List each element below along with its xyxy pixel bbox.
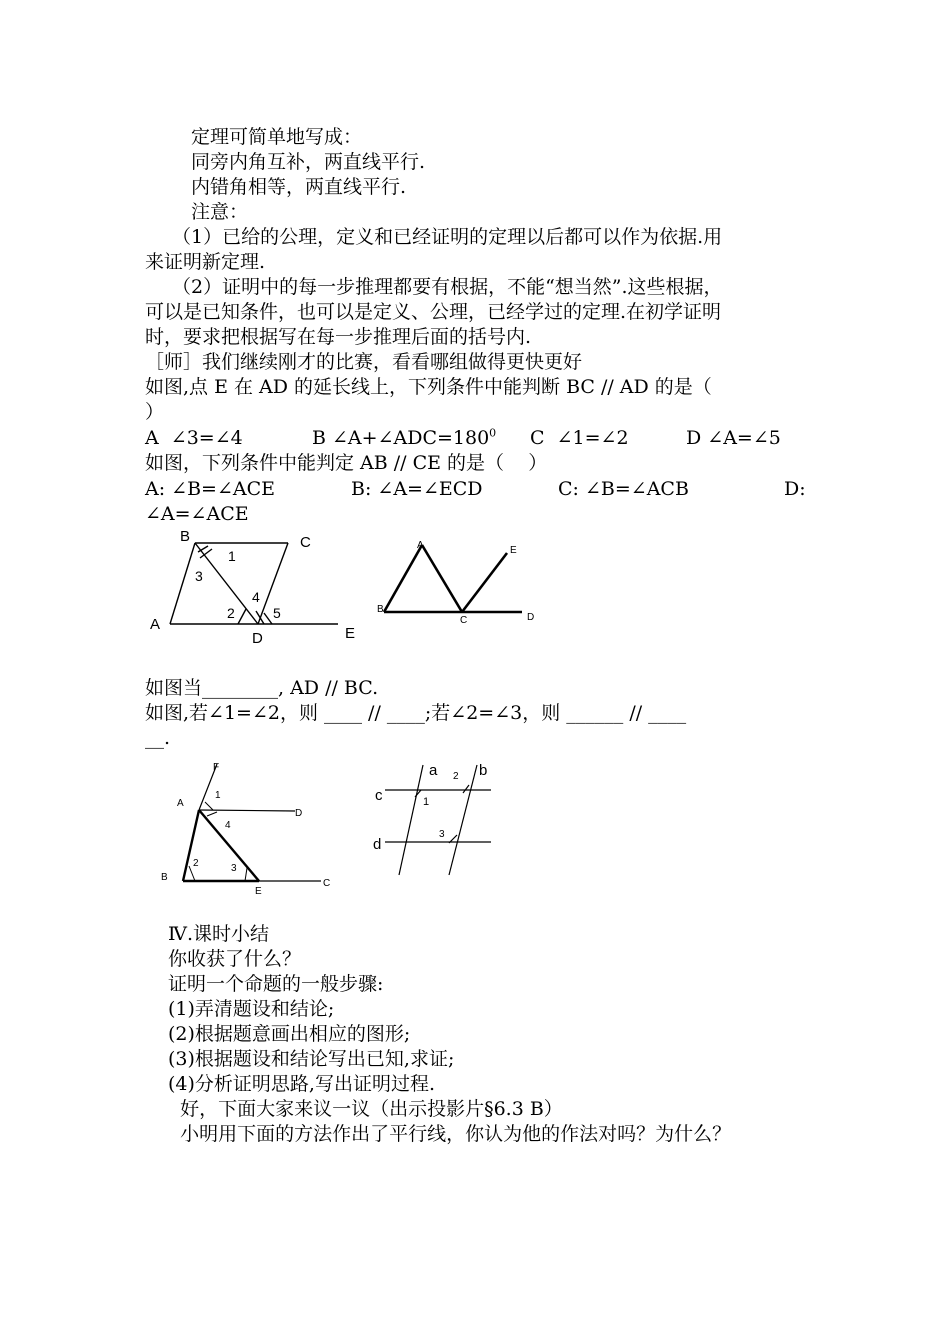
label-F: F: [213, 762, 220, 773]
label-d: d: [373, 836, 382, 853]
label-D: D: [252, 630, 263, 647]
label-D: D: [295, 808, 303, 819]
label-angle-4: 4: [252, 589, 260, 605]
label-C: C: [460, 615, 468, 626]
option-b-text: B ∠A+∠ADC=180: [312, 427, 490, 449]
question-stem: 如图，下列条件中能判定 AB // CE 的是（ ）: [145, 452, 548, 474]
option-d: ∠A=∠ACE: [145, 503, 249, 525]
text-line: 小明用下面的方法作出了平行线，你认为他的作法对吗？为什么？: [168, 1123, 732, 1145]
label-C: C: [300, 534, 311, 551]
label-E: E: [255, 886, 262, 897]
option-b: [312, 426, 496, 450]
label-A: A: [177, 798, 184, 809]
text-line: 定理可简单地写成：: [191, 126, 363, 148]
text-line: (3)根据题设和结论写出已知,求证;: [168, 1048, 455, 1070]
section-heading: Ⅳ.课时小结: [168, 923, 270, 945]
fill-blank-question: __.: [145, 727, 171, 749]
text-line: 可以是已知条件，也可以是定义、公理，已经学过的定理.在初学证明: [145, 301, 722, 323]
option-c: C: ∠B=∠ACB: [558, 478, 689, 500]
label-angle-2: 2: [193, 858, 199, 869]
label-B: B: [161, 872, 168, 883]
question-stem: ）: [145, 401, 165, 423]
figure-triangle-ce: [372, 535, 552, 635]
label-C: C: [323, 878, 331, 889]
text-line: 你收获了什么？: [168, 948, 302, 970]
label-angle-4: 4: [225, 820, 231, 831]
label-angle-2: 2: [453, 771, 459, 782]
text-line: （1）已给的公理，定义和已经证明的定理以后都可以作为依据.用: [172, 226, 723, 248]
label-c: c: [375, 787, 383, 804]
label-angle-1: 1: [228, 548, 236, 564]
text-line: ［师］我们继续刚才的比赛，看看哪组做得更快更好: [145, 351, 583, 373]
option-d-label: D:: [784, 478, 806, 500]
text-line: 内错角相等，两直线平行.: [191, 176, 407, 198]
text-line: （2）证明中的每一步推理都要有根据，不能“想当然”.这些根据，: [172, 276, 723, 298]
text-line: 注意：: [191, 201, 249, 223]
label-a: a: [429, 762, 438, 779]
label-angle-3: 3: [231, 863, 237, 874]
option-c: C ∠1=∠2: [530, 427, 629, 449]
text-line: 证明一个命题的一般步骤:: [168, 973, 384, 995]
text-line: (1)弄清题设和结论;: [168, 998, 335, 1020]
option-a: A ∠3=∠4: [145, 427, 243, 449]
text-line: 时，要求把根据写在每一步推理后面的括号内.: [145, 326, 532, 348]
question-stem: 如图,点 E 在 AD 的延长线上，下列条件中能判断 BC // AD 的是（: [145, 376, 712, 398]
text-line: 同旁内角互补，两直线平行.: [191, 151, 426, 173]
figure-triangle-parallel: [155, 758, 345, 898]
degree-superscript: 0: [489, 426, 497, 440]
text-line: 好，下面大家来议一议（出示投影片§6.3 B）: [168, 1098, 563, 1120]
option-b: B: ∠A=∠ECD: [351, 478, 483, 500]
label-D: D: [527, 612, 535, 623]
fill-blank-question: 如图当________, AD // BC.: [145, 677, 379, 699]
label-angle-1: 1: [423, 796, 430, 808]
label-angle-5: 5: [273, 605, 281, 621]
label-A: A: [150, 616, 161, 633]
option-d: D ∠A=∠5: [686, 427, 781, 449]
text-line: (4)分析证明思路,写出证明过程.: [168, 1073, 435, 1095]
label-E: E: [510, 545, 517, 556]
label-B: B: [180, 528, 191, 545]
label-angle-1: 1: [215, 790, 221, 801]
label-angle-3: 3: [195, 568, 203, 584]
label-angle-2: 2: [227, 605, 235, 621]
label-b: b: [479, 762, 488, 779]
text-line: (2)根据题意画出相应的图形;: [168, 1023, 411, 1045]
text-line: 来证明新定理.: [145, 251, 266, 273]
option-a: A: ∠B=∠ACE: [145, 478, 276, 500]
label-A: A: [417, 540, 424, 551]
label-angle-3: 3: [439, 829, 445, 840]
label-E: E: [345, 625, 356, 642]
label-B: B: [377, 604, 384, 615]
figure-transversals: [365, 755, 500, 880]
figure-trapezoid: [140, 525, 370, 650]
fill-blank-question: 如图,若∠1=∠2，则 ____ // ____;若∠2=∠3，则 ______ // ____: [145, 702, 687, 724]
